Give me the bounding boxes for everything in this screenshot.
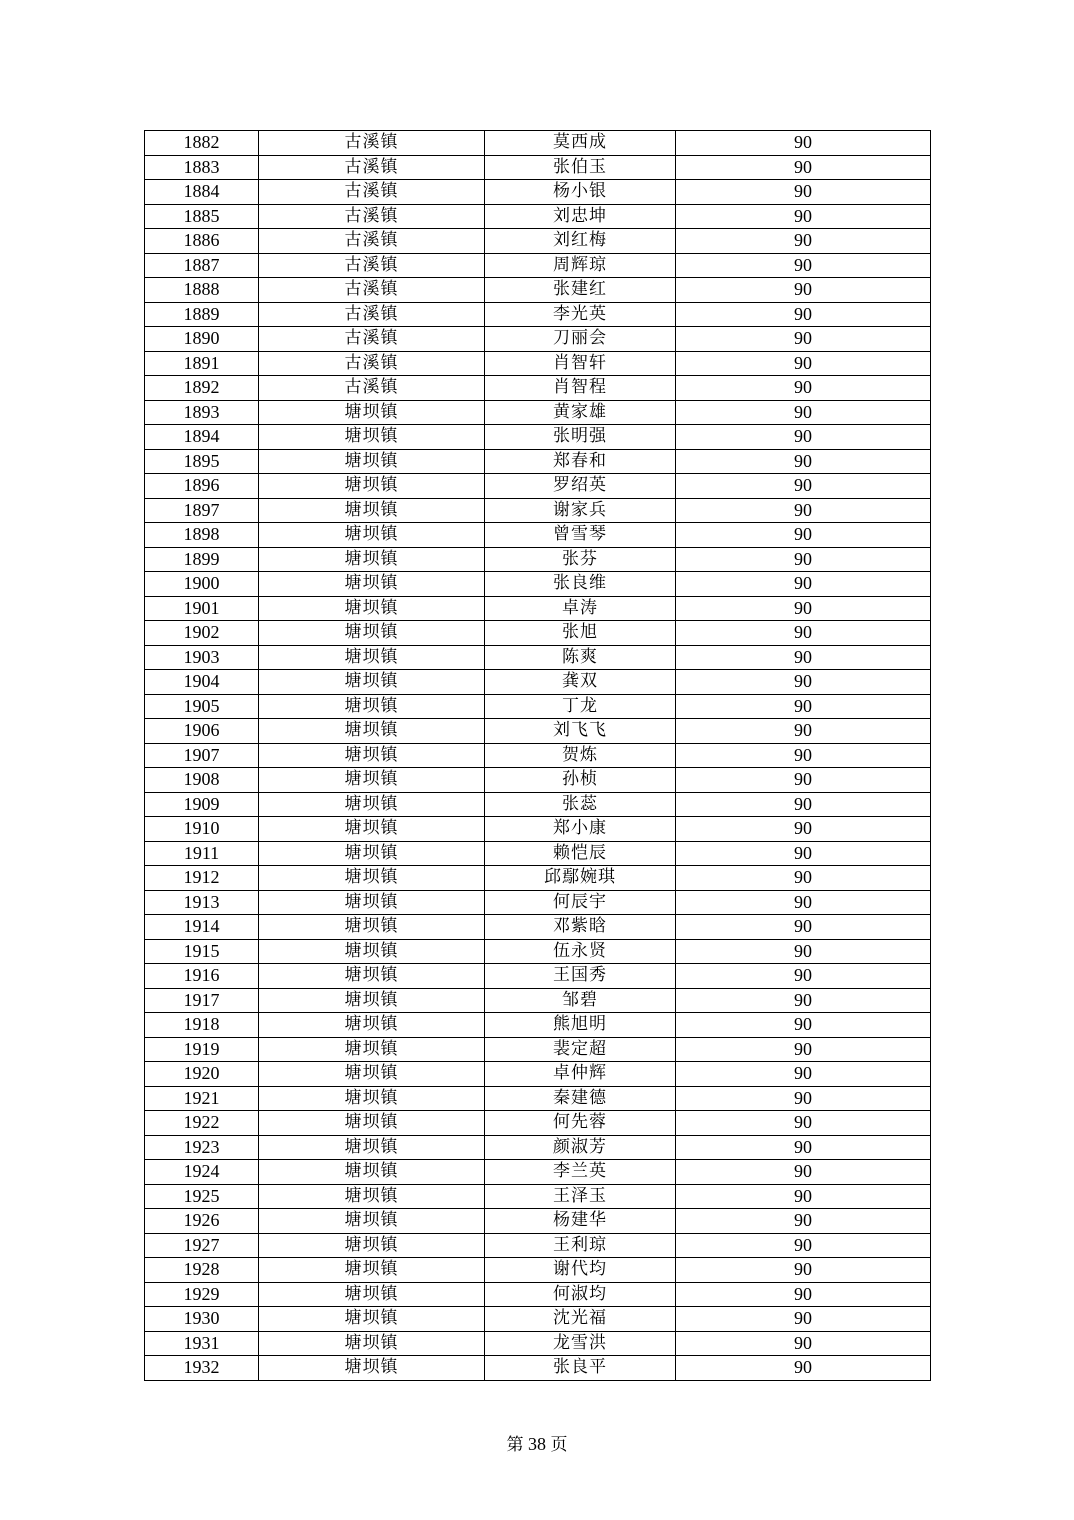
- name-cell: 熊旭明: [485, 1013, 676, 1038]
- name-cell: 卓仲辉: [485, 1062, 676, 1087]
- table-row: [145, 523, 931, 548]
- name-cell: 何淑均: [485, 1282, 676, 1307]
- town-cell: 塘坝镇: [259, 939, 485, 964]
- score-cell: 90: [676, 743, 931, 768]
- table-row: [145, 425, 931, 450]
- page-footer-suffix: 页: [550, 1435, 568, 1455]
- town-cell: 塘坝镇: [259, 1258, 485, 1283]
- row-number-cell: 1919: [145, 1037, 259, 1062]
- town-cell: 塘坝镇: [259, 915, 485, 940]
- town-cell: 塘坝镇: [259, 474, 485, 499]
- table-row: [145, 988, 931, 1013]
- page-footer-prefix: 第: [506, 1435, 524, 1455]
- table-row: [145, 866, 931, 891]
- town-cell: 塘坝镇: [259, 1307, 485, 1332]
- table-row: [145, 768, 931, 793]
- score-cell: 90: [676, 1184, 931, 1209]
- town-cell: 塘坝镇: [259, 1331, 485, 1356]
- name-cell: 陈爽: [485, 645, 676, 670]
- score-cell: 90: [676, 1111, 931, 1136]
- table-row: [145, 376, 931, 401]
- score-cell: 90: [676, 253, 931, 278]
- score-cell: 90: [676, 645, 931, 670]
- table-row: [145, 449, 931, 474]
- name-cell: 丁龙: [485, 694, 676, 719]
- table-row: [145, 400, 931, 425]
- name-cell: 龚双: [485, 670, 676, 695]
- name-cell: 何先蓉: [485, 1111, 676, 1136]
- row-number-cell: 1931: [145, 1331, 259, 1356]
- row-number-cell: 1900: [145, 572, 259, 597]
- row-number-cell: 1883: [145, 155, 259, 180]
- table-row: [145, 327, 931, 352]
- town-cell: 塘坝镇: [259, 400, 485, 425]
- town-cell: 古溪镇: [259, 131, 485, 156]
- name-cell: 沈光福: [485, 1307, 676, 1332]
- name-cell: 张建红: [485, 278, 676, 303]
- name-cell: 颜淑芳: [485, 1135, 676, 1160]
- row-number-cell: 1932: [145, 1356, 259, 1381]
- name-cell: 罗绍英: [485, 474, 676, 499]
- score-cell: 90: [676, 1356, 931, 1381]
- town-cell: 塘坝镇: [259, 1037, 485, 1062]
- score-cell: 90: [676, 1258, 931, 1283]
- row-number-cell: 1906: [145, 719, 259, 744]
- table-row: [145, 1135, 931, 1160]
- row-number-cell: 1896: [145, 474, 259, 499]
- name-cell: 张良维: [485, 572, 676, 597]
- table-row: [145, 1233, 931, 1258]
- row-number-cell: 1901: [145, 596, 259, 621]
- table-row: [145, 180, 931, 205]
- row-number-cell: 1920: [145, 1062, 259, 1087]
- town-cell: 古溪镇: [259, 229, 485, 254]
- name-cell: 何辰宇: [485, 890, 676, 915]
- row-number-cell: 1916: [145, 964, 259, 989]
- table-row: [145, 155, 931, 180]
- town-cell: 塘坝镇: [259, 1013, 485, 1038]
- name-cell: 郑小康: [485, 817, 676, 842]
- score-cell: 90: [676, 1209, 931, 1234]
- town-cell: 塘坝镇: [259, 1160, 485, 1185]
- town-cell: 塘坝镇: [259, 1282, 485, 1307]
- page-number: 38: [528, 1434, 546, 1454]
- table-row: [145, 302, 931, 327]
- row-number-cell: 1912: [145, 866, 259, 891]
- row-number-cell: 1923: [145, 1135, 259, 1160]
- row-number-cell: 1904: [145, 670, 259, 695]
- table-row: [145, 278, 931, 303]
- row-number-cell: 1910: [145, 817, 259, 842]
- town-cell: 塘坝镇: [259, 1209, 485, 1234]
- table-row: [145, 572, 931, 597]
- score-cell: 90: [676, 890, 931, 915]
- table-row: [145, 1037, 931, 1062]
- row-number-cell: 1888: [145, 278, 259, 303]
- name-cell: 贺炼: [485, 743, 676, 768]
- name-cell: 肖智程: [485, 376, 676, 401]
- score-cell: 90: [676, 670, 931, 695]
- town-cell: 塘坝镇: [259, 596, 485, 621]
- score-cell: 90: [676, 1307, 931, 1332]
- table-row: [145, 964, 931, 989]
- table-row: [145, 645, 931, 670]
- table-row: [145, 253, 931, 278]
- row-number-cell: 1909: [145, 792, 259, 817]
- town-cell: 塘坝镇: [259, 498, 485, 523]
- town-cell: 塘坝镇: [259, 792, 485, 817]
- score-cell: 90: [676, 400, 931, 425]
- score-cell: 90: [676, 841, 931, 866]
- name-cell: 伍永贤: [485, 939, 676, 964]
- table-row: [145, 1307, 931, 1332]
- town-cell: 塘坝镇: [259, 645, 485, 670]
- name-cell: 邓紫晗: [485, 915, 676, 940]
- table-row: [145, 498, 931, 523]
- table-row: [145, 596, 931, 621]
- row-number-cell: 1897: [145, 498, 259, 523]
- row-number-cell: 1902: [145, 621, 259, 646]
- name-cell: 张蕊: [485, 792, 676, 817]
- table-row: [145, 229, 931, 254]
- score-cell: 90: [676, 792, 931, 817]
- table-row: [145, 719, 931, 744]
- row-number-cell: 1918: [145, 1013, 259, 1038]
- town-cell: 塘坝镇: [259, 694, 485, 719]
- row-number-cell: 1887: [145, 253, 259, 278]
- table-row: [145, 1258, 931, 1283]
- score-cell: 90: [676, 1160, 931, 1185]
- row-number-cell: 1927: [145, 1233, 259, 1258]
- name-cell: 孙桢: [485, 768, 676, 793]
- table-row: [145, 1160, 931, 1185]
- score-cell: 90: [676, 302, 931, 327]
- table-row: [145, 694, 931, 719]
- table-row: [145, 1331, 931, 1356]
- score-cell: 90: [676, 694, 931, 719]
- name-cell: 王利琼: [485, 1233, 676, 1258]
- score-cell: 90: [676, 425, 931, 450]
- row-number-cell: 1929: [145, 1282, 259, 1307]
- name-cell: 李光英: [485, 302, 676, 327]
- row-number-cell: 1911: [145, 841, 259, 866]
- town-cell: 塘坝镇: [259, 1086, 485, 1111]
- town-cell: 塘坝镇: [259, 1135, 485, 1160]
- table-row: [145, 817, 931, 842]
- name-cell: 李兰英: [485, 1160, 676, 1185]
- score-cell: 90: [676, 327, 931, 352]
- score-cell: 90: [676, 915, 931, 940]
- table-row: [145, 131, 931, 156]
- row-number-cell: 1930: [145, 1307, 259, 1332]
- table-row: [145, 670, 931, 695]
- roster-table: [144, 130, 931, 1381]
- score-cell: 90: [676, 1086, 931, 1111]
- row-number-cell: 1882: [145, 131, 259, 156]
- name-cell: 秦建德: [485, 1086, 676, 1111]
- town-cell: 古溪镇: [259, 376, 485, 401]
- town-cell: 塘坝镇: [259, 719, 485, 744]
- town-cell: 塘坝镇: [259, 988, 485, 1013]
- score-cell: 90: [676, 1331, 931, 1356]
- town-cell: 塘坝镇: [259, 817, 485, 842]
- town-cell: 塘坝镇: [259, 964, 485, 989]
- name-cell: 张明强: [485, 425, 676, 450]
- row-number-cell: 1889: [145, 302, 259, 327]
- score-cell: 90: [676, 131, 931, 156]
- town-cell: 塘坝镇: [259, 743, 485, 768]
- town-cell: 塘坝镇: [259, 425, 485, 450]
- name-cell: 莫西成: [485, 131, 676, 156]
- name-cell: 卓涛: [485, 596, 676, 621]
- name-cell: 谢家兵: [485, 498, 676, 523]
- name-cell: 刘飞飞: [485, 719, 676, 744]
- name-cell: 谢代均: [485, 1258, 676, 1283]
- town-cell: 塘坝镇: [259, 523, 485, 548]
- town-cell: 古溪镇: [259, 327, 485, 352]
- score-cell: 90: [676, 964, 931, 989]
- name-cell: 黄家雄: [485, 400, 676, 425]
- name-cell: 郑春和: [485, 449, 676, 474]
- name-cell: 肖智轩: [485, 351, 676, 376]
- name-cell: 龙雪洪: [485, 1331, 676, 1356]
- score-cell: 90: [676, 988, 931, 1013]
- row-number-cell: 1894: [145, 425, 259, 450]
- name-cell: 刘红梅: [485, 229, 676, 254]
- town-cell: 古溪镇: [259, 351, 485, 376]
- table-row: [145, 204, 931, 229]
- name-cell: 刀丽会: [485, 327, 676, 352]
- town-cell: 古溪镇: [259, 204, 485, 229]
- town-cell: 塘坝镇: [259, 1356, 485, 1381]
- row-number-cell: 1924: [145, 1160, 259, 1185]
- row-number-cell: 1908: [145, 768, 259, 793]
- town-cell: 古溪镇: [259, 155, 485, 180]
- roster-table-body: [145, 131, 931, 1381]
- town-cell: 塘坝镇: [259, 670, 485, 695]
- table-row: [145, 1282, 931, 1307]
- score-cell: 90: [676, 155, 931, 180]
- table-row: [145, 890, 931, 915]
- score-cell: 90: [676, 939, 931, 964]
- name-cell: 张旭: [485, 621, 676, 646]
- town-cell: 塘坝镇: [259, 621, 485, 646]
- table-row: [145, 1013, 931, 1038]
- score-cell: 90: [676, 229, 931, 254]
- score-cell: 90: [676, 1282, 931, 1307]
- row-number-cell: 1917: [145, 988, 259, 1013]
- row-number-cell: 1915: [145, 939, 259, 964]
- table-row: [145, 841, 931, 866]
- score-cell: 90: [676, 376, 931, 401]
- score-cell: 90: [676, 449, 931, 474]
- table-row: [145, 1356, 931, 1381]
- table-row: [145, 474, 931, 499]
- score-cell: 90: [676, 474, 931, 499]
- name-cell: 张良平: [485, 1356, 676, 1381]
- row-number-cell: 1885: [145, 204, 259, 229]
- town-cell: 塘坝镇: [259, 890, 485, 915]
- row-number-cell: 1925: [145, 1184, 259, 1209]
- table-row: [145, 939, 931, 964]
- table-row: [145, 792, 931, 817]
- row-number-cell: 1891: [145, 351, 259, 376]
- town-cell: 古溪镇: [259, 253, 485, 278]
- row-number-cell: 1884: [145, 180, 259, 205]
- name-cell: 杨小银: [485, 180, 676, 205]
- score-cell: 90: [676, 719, 931, 744]
- town-cell: 塘坝镇: [259, 1062, 485, 1087]
- name-cell: 张伯玉: [485, 155, 676, 180]
- score-cell: 90: [676, 768, 931, 793]
- name-cell: 刘忠坤: [485, 204, 676, 229]
- name-cell: 邱鄢婉琪: [485, 866, 676, 891]
- score-cell: 90: [676, 621, 931, 646]
- row-number-cell: 1893: [145, 400, 259, 425]
- town-cell: 塘坝镇: [259, 1233, 485, 1258]
- score-cell: 90: [676, 523, 931, 548]
- score-cell: 90: [676, 180, 931, 205]
- row-number-cell: 1921: [145, 1086, 259, 1111]
- table-row: [145, 1209, 931, 1234]
- row-number-cell: 1899: [145, 547, 259, 572]
- page-footer: [0, 1430, 1074, 1455]
- row-number-cell: 1905: [145, 694, 259, 719]
- table-row: [145, 351, 931, 376]
- score-cell: 90: [676, 1037, 931, 1062]
- score-cell: 90: [676, 596, 931, 621]
- score-cell: 90: [676, 498, 931, 523]
- town-cell: 古溪镇: [259, 302, 485, 327]
- score-cell: 90: [676, 1013, 931, 1038]
- name-cell: 杨建华: [485, 1209, 676, 1234]
- score-cell: 90: [676, 1135, 931, 1160]
- name-cell: 王泽玉: [485, 1184, 676, 1209]
- score-cell: 90: [676, 547, 931, 572]
- score-cell: 90: [676, 866, 931, 891]
- score-cell: 90: [676, 817, 931, 842]
- row-number-cell: 1922: [145, 1111, 259, 1136]
- name-cell: 周辉琼: [485, 253, 676, 278]
- score-cell: 90: [676, 278, 931, 303]
- name-cell: 张芬: [485, 547, 676, 572]
- table-row: [145, 743, 931, 768]
- row-number-cell: 1898: [145, 523, 259, 548]
- row-number-cell: 1903: [145, 645, 259, 670]
- score-cell: 90: [676, 351, 931, 376]
- table-row: [145, 621, 931, 646]
- town-cell: 塘坝镇: [259, 1111, 485, 1136]
- table-row: [145, 1062, 931, 1087]
- row-number-cell: 1928: [145, 1258, 259, 1283]
- score-cell: 90: [676, 572, 931, 597]
- name-cell: 赖恺辰: [485, 841, 676, 866]
- name-cell: 曾雪琴: [485, 523, 676, 548]
- name-cell: 王国秀: [485, 964, 676, 989]
- table-row: [145, 547, 931, 572]
- row-number-cell: 1890: [145, 327, 259, 352]
- town-cell: 塘坝镇: [259, 547, 485, 572]
- table-row: [145, 915, 931, 940]
- score-cell: 90: [676, 1233, 931, 1258]
- town-cell: 古溪镇: [259, 180, 485, 205]
- score-cell: 90: [676, 204, 931, 229]
- row-number-cell: 1892: [145, 376, 259, 401]
- town-cell: 塘坝镇: [259, 841, 485, 866]
- town-cell: 塘坝镇: [259, 1184, 485, 1209]
- row-number-cell: 1913: [145, 890, 259, 915]
- row-number-cell: 1914: [145, 915, 259, 940]
- town-cell: 塘坝镇: [259, 572, 485, 597]
- score-cell: 90: [676, 1062, 931, 1087]
- table-row: [145, 1184, 931, 1209]
- row-number-cell: 1907: [145, 743, 259, 768]
- town-cell: 塘坝镇: [259, 449, 485, 474]
- town-cell: 塘坝镇: [259, 768, 485, 793]
- town-cell: 塘坝镇: [259, 866, 485, 891]
- table-row: [145, 1086, 931, 1111]
- table-row: [145, 1111, 931, 1136]
- name-cell: 裴定超: [485, 1037, 676, 1062]
- town-cell: 古溪镇: [259, 278, 485, 303]
- row-number-cell: 1926: [145, 1209, 259, 1234]
- row-number-cell: 1895: [145, 449, 259, 474]
- row-number-cell: 1886: [145, 229, 259, 254]
- name-cell: 邹碧: [485, 988, 676, 1013]
